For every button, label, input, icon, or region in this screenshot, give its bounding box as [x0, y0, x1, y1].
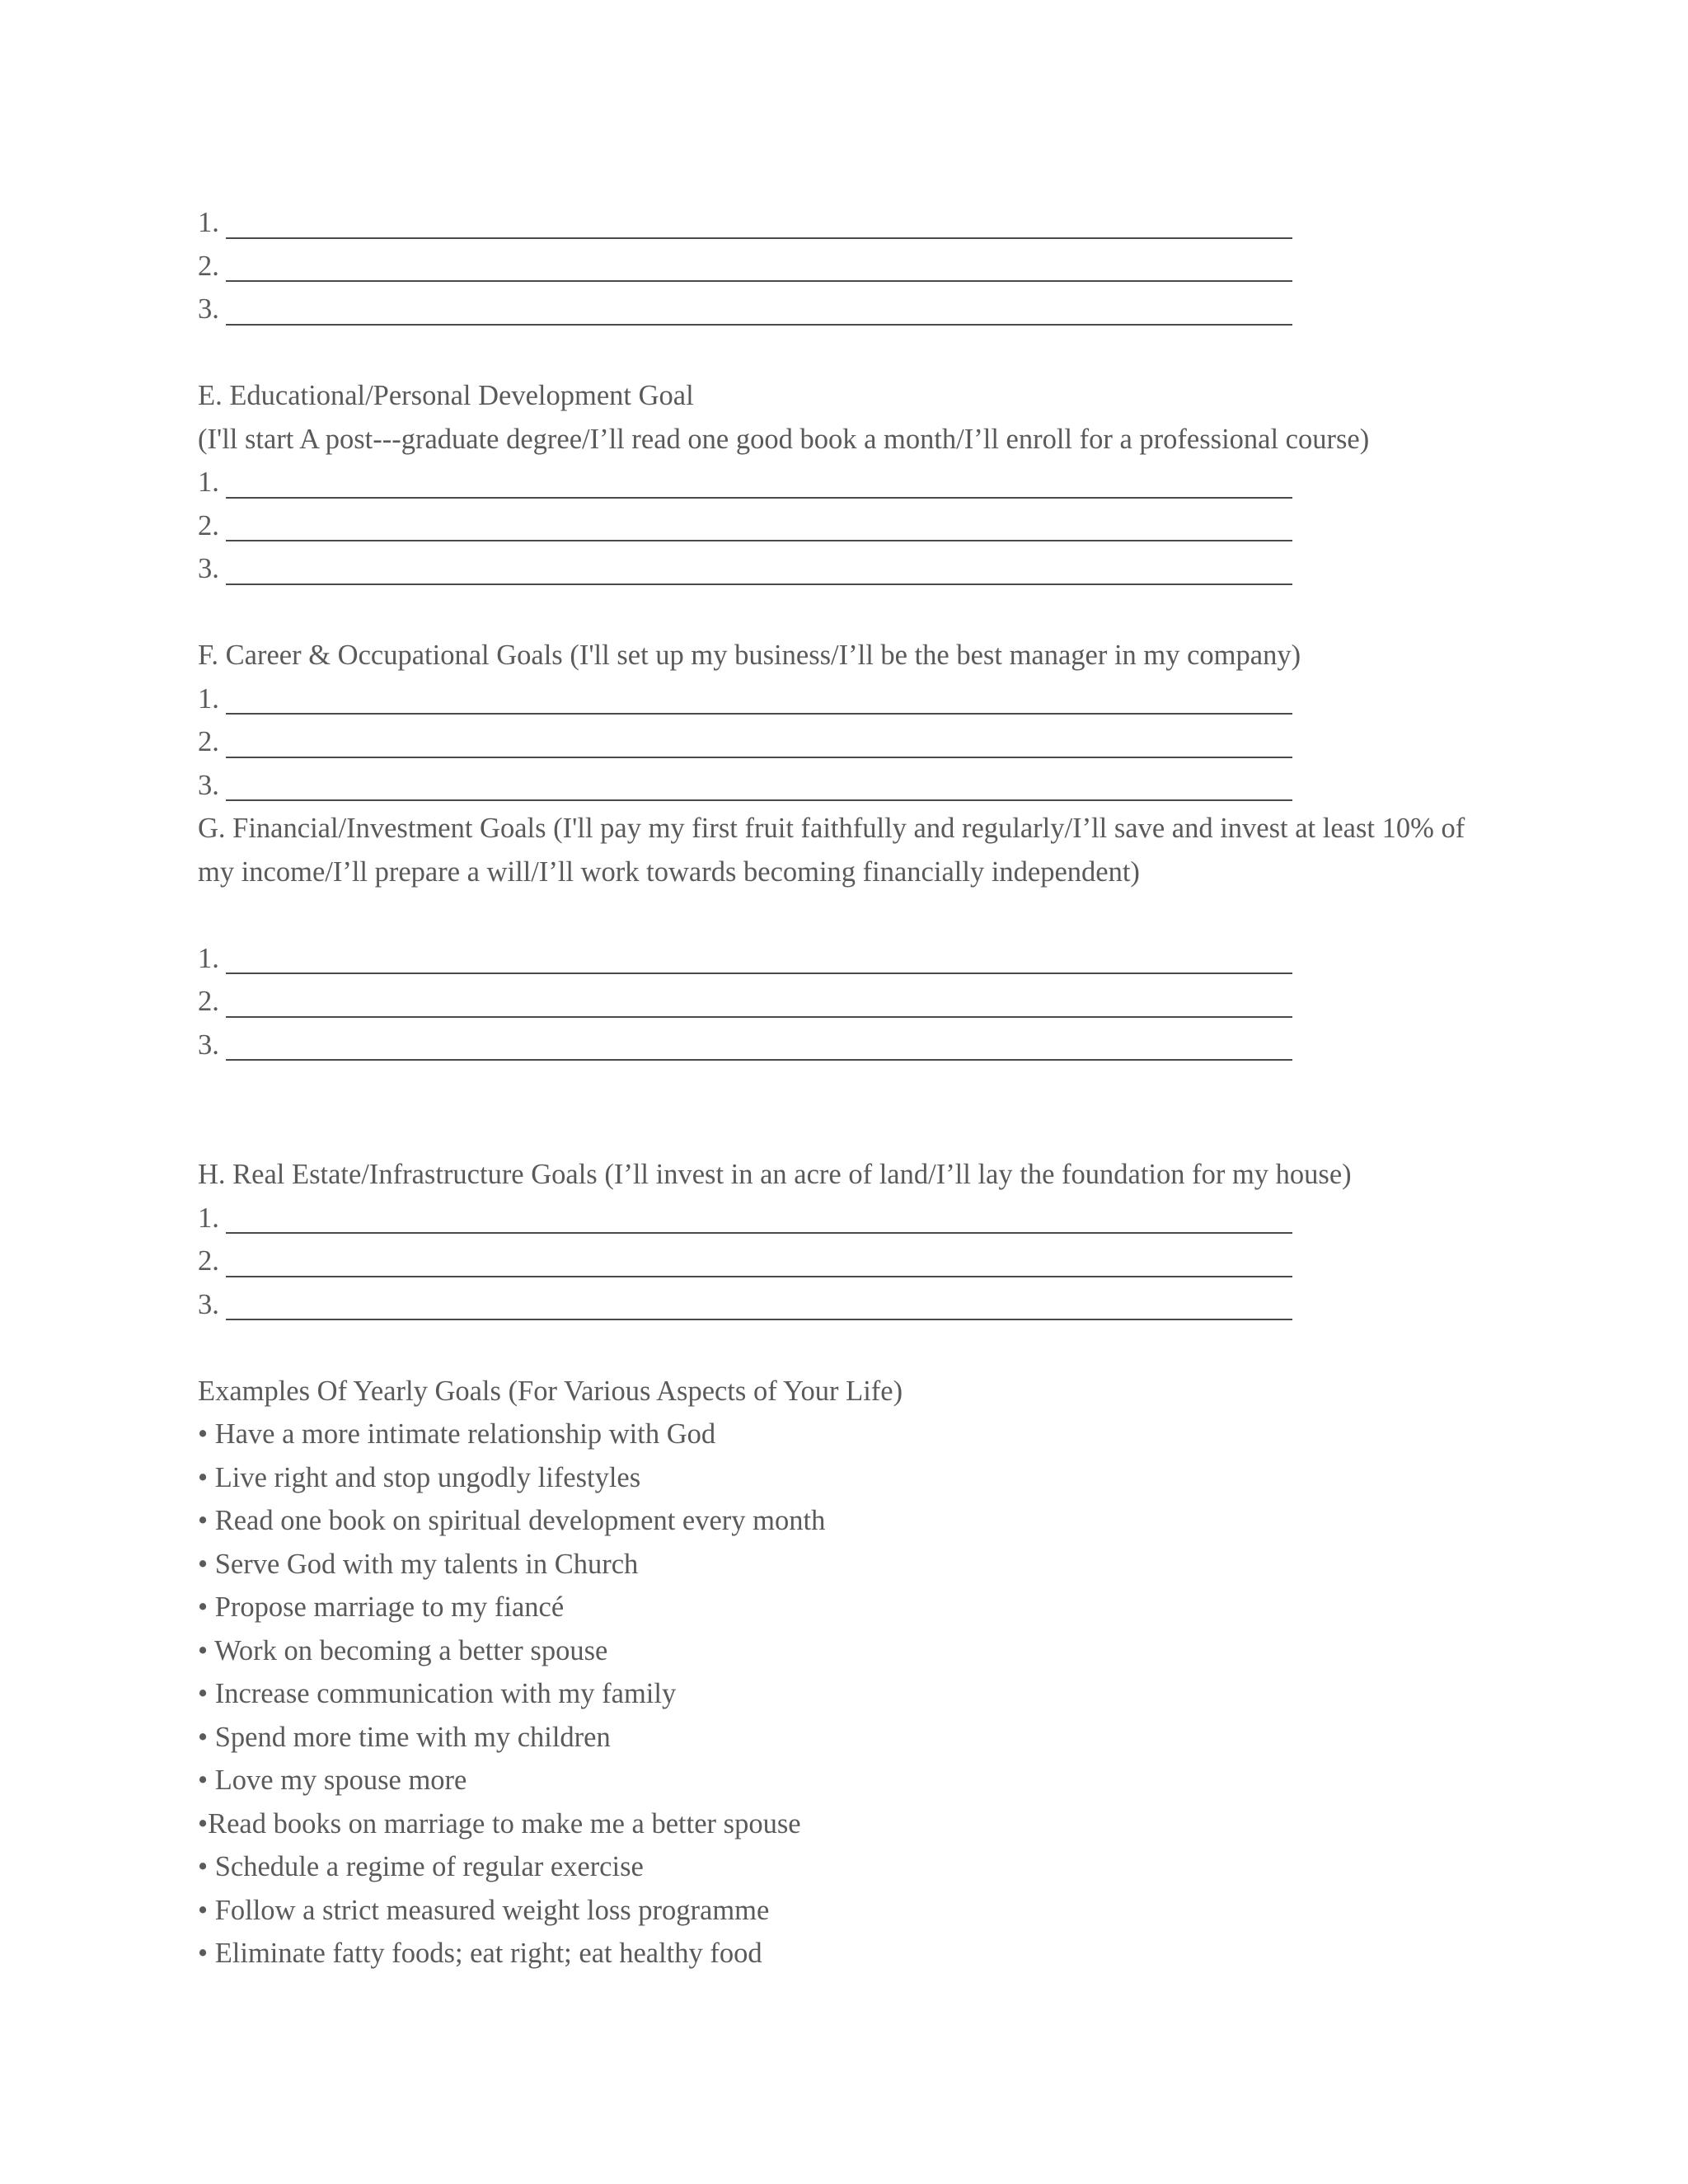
example-bullet: • Spend more time with my children: [198, 1721, 611, 1753]
example-bullet: • Have a more intimate relationship with God: [198, 1418, 716, 1450]
examples-title: Examples Of Yearly Goals (For Various Aspects of Your Life): [198, 1375, 903, 1407]
answer-rule[interactable]: [226, 727, 1292, 758]
example-bullet: • Live right and stop ungodly lifestyles: [198, 1461, 641, 1493]
spacer: [198, 1326, 1500, 1370]
example-bullet: •Read books on marriage to make me a better spouse: [198, 1807, 801, 1840]
spacer: [198, 331, 1500, 375]
item-number: 3.: [198, 553, 219, 584]
answer-rule[interactable]: [226, 510, 1292, 541]
answer-rule[interactable]: [226, 1246, 1292, 1277]
answer-line[interactable]: [198, 1240, 1500, 1283]
answer-rule[interactable]: [226, 1289, 1292, 1320]
item-number: 3.: [198, 1288, 219, 1320]
answer-rule[interactable]: [226, 251, 1292, 282]
example-bullet: • Eliminate fatty foods; eat right; eat healthy food: [198, 1938, 762, 1969]
item-number: 3.: [198, 1029, 219, 1061]
example-bullet: • Follow a strict measured weight loss programme: [198, 1894, 770, 1926]
example-bullet: • Love my spouse more: [198, 1765, 467, 1796]
answer-line[interactable]: [198, 1197, 1500, 1240]
answer-rule[interactable]: [226, 467, 1292, 499]
section-heading-e: E. Educational/Personal Development Goal: [198, 380, 694, 411]
item-number: 2.: [198, 250, 219, 282]
example-bullet: • Propose marriage to my fiancé: [198, 1591, 565, 1623]
answer-rule[interactable]: [226, 770, 1292, 801]
answer-line[interactable]: [198, 201, 1500, 245]
example-bullet: • Schedule a regime of regular exercise: [198, 1851, 644, 1882]
answer-rule[interactable]: [226, 987, 1292, 1018]
answer-rule[interactable]: [226, 943, 1292, 974]
item-number: 2.: [198, 1245, 219, 1277]
item-number: 2.: [198, 726, 219, 757]
spacer: [198, 1066, 1500, 1153]
item-number: 2.: [198, 509, 219, 541]
section-subtext-e: (I'll start A post---graduate degree/I’ll read one good book a month/I’ll enroll for a professional course): [198, 423, 1370, 455]
answer-rule[interactable]: [226, 554, 1292, 585]
item-number: 2.: [198, 986, 219, 1017]
spacer: [198, 591, 1500, 635]
example-bullet: • Serve God with my talents in Church: [198, 1548, 639, 1580]
document-page: [198, 201, 1500, 1975]
answer-rule[interactable]: [226, 294, 1292, 326]
item-number: 3.: [198, 293, 219, 325]
item-number: 1.: [198, 466, 219, 498]
item-number: 3.: [198, 769, 219, 801]
spacer: [198, 893, 1500, 937]
answer-line[interactable]: [198, 1283, 1500, 1327]
answer-line[interactable]: [198, 677, 1500, 721]
answer-line[interactable]: [198, 980, 1500, 1024]
item-number: 1.: [198, 942, 219, 974]
answer-line[interactable]: [198, 245, 1500, 288]
example-bullet: • Read one book on spiritual development every month: [198, 1505, 826, 1536]
answer-line[interactable]: [198, 720, 1500, 764]
answer-line[interactable]: [198, 764, 1500, 808]
item-number: 1.: [198, 1202, 219, 1234]
section-heading-f: F. Career & Occupational Goals (I'll set up my business/I’ll be the best manager in my company): [198, 640, 1301, 671]
item-number: 1.: [198, 207, 219, 238]
answer-line[interactable]: [198, 547, 1500, 591]
answer-rule[interactable]: [226, 208, 1292, 239]
answer-rule[interactable]: [226, 1029, 1292, 1061]
answer-rule[interactable]: [226, 683, 1292, 715]
answer-line[interactable]: [198, 461, 1500, 504]
item-number: 1.: [198, 682, 219, 715]
answer-line[interactable]: [198, 288, 1500, 331]
section-heading-h: H. Real Estate/Infrastructure Goals (I’ll invest in an acre of land/I’ll lay the foundation for my house): [198, 1159, 1352, 1190]
answer-line[interactable]: [198, 937, 1500, 981]
answer-rule[interactable]: [226, 1202, 1292, 1234]
answer-line[interactable]: [198, 1024, 1500, 1067]
section-heading-g: G. Financial/Investment Goals (I'll pay my first fruit faithfully and regularly/I’ll save and invest at least 10% of my income/I’ll prepare a will/I’ll work towards becoming financially independent): [198, 813, 1465, 888]
example-bullet: • Work on becoming a better spouse: [198, 1634, 608, 1666]
answer-line[interactable]: [198, 504, 1500, 548]
example-bullet: • Increase communication with my family: [198, 1678, 677, 1709]
